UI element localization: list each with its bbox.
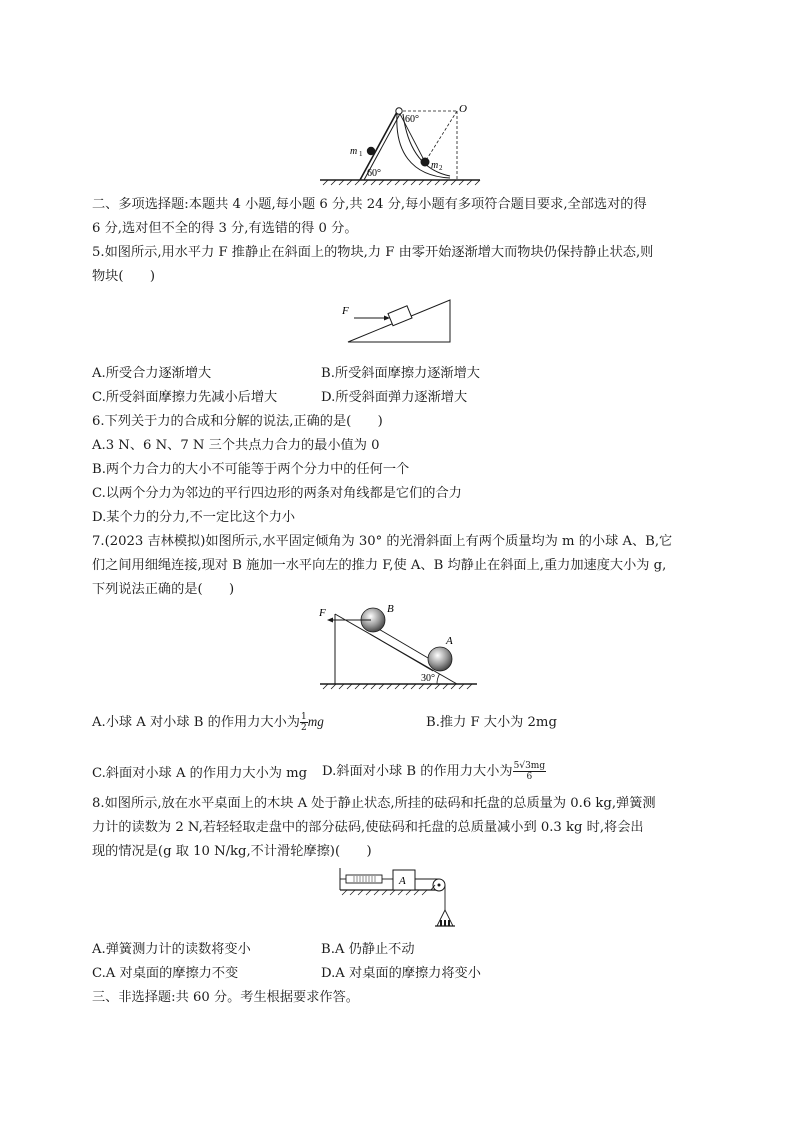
q7-option-a-tail: mg [307,714,324,729]
q5-stem-line2: 物块( ) [92,269,156,284]
q7-option-d-fraction [513,761,546,782]
section2-line1: 二、多项选择题:本题共 4 小题,每小题 6 分,共 24 分,每小题有多项符合题目要求,全部选对的得 [92,197,647,212]
label-angle-bottom: 60° [367,168,381,179]
label-m2: m [431,160,439,171]
q8-option-c[interactable]: C.A 对桌面的摩擦力不变 [92,966,239,981]
q5-fig-label-F: F [342,305,349,317]
q7-option-d[interactable] [322,761,546,782]
label-m1-sub: 1 [359,150,363,158]
q7-fig-label-F: F [319,607,326,619]
q6-option-c[interactable]: C.以两个分力为邻边的平行四边形的两条对角线都是它们的合力 [92,486,462,501]
q6-option-a[interactable]: A.3 N、6 N、7 N 三个共点力合力的最小值为 0 [92,438,380,453]
q8-stem-line2: 力计的读数为 2 N,若轻轻取走盘中的部分砝码,使砝码和托盘的总质量减小到 0.3 kg 时,将会出 [92,820,644,835]
q7-option-a-num: 1 [300,712,307,722]
mass-m1 [367,147,375,155]
q7-stem-line3: 下列说法正确的是( ) [92,582,235,597]
q7-option-a-fraction [300,712,308,733]
q8-option-b[interactable]: B.A 仍静止不动 [321,942,415,957]
figure-q4 [315,100,485,190]
label-angle-top: 60° [405,114,419,125]
figure-q7 [315,600,480,692]
q7-fig-label-B: B [387,603,394,615]
q5-stem-line1: 5.如图所示,用水平力 F 推静止在斜面上的物块,力 F 由零开始逐渐增大而物块仍保持静止状态,则 [92,245,654,260]
q5-option-a[interactable]: A.所受合力逐渐增大 [92,366,212,381]
q7-option-b[interactable]: B.推力 F 大小为 2mg [426,715,557,730]
q5-option-c[interactable]: C.所受斜面摩擦力先减小后增大 [92,390,278,405]
q7-option-d-num: 5√3mg [513,761,546,771]
q8-stem-line1: 8.如图所示,放在水平桌面上的木块 A 处于静止状态,所挂的砝码和托盘的总质量为 0.6 kg,弹簧测 [92,796,656,811]
q7-option-a-den: 2 [300,723,307,733]
q7-stem-line1: 7.(2023 吉林模拟)如图所示,水平固定倾角为 30° 的光滑斜面上有两个质量均为 m 的小球 A、B,它 [92,534,673,549]
label-m2-sub: 2 [439,164,443,172]
q7-option-a[interactable] [92,712,324,733]
mass-m2 [421,158,430,167]
ball-A [428,647,452,671]
q8-stem-line3: 现的情况是(g 取 10 N/kg,不计滑轮摩擦)( ) [92,844,372,859]
label-O: O [459,103,467,115]
q7-fig-label-A: A [446,635,453,647]
section2-line2: 6 分,选对但不全的得 3 分,有选错的得 0 分。 [92,221,358,236]
figure-q8 [336,864,456,934]
section3-heading: 三、非选择题:共 60 分。考生根据要求作答。 [92,990,359,1005]
q7-fig-label-angle: 30° [421,673,435,684]
q5-option-d[interactable]: D.所受斜面弹力逐渐增大 [321,390,468,405]
q5-option-b[interactable]: B.所受斜面摩擦力逐渐增大 [321,366,480,381]
q7-stem-line2: 们之间用细绳连接,现对 B 施加一水平向左的推力 F,使 A、B 均静止在斜面上,重力加速度大小为 g, [92,558,667,573]
q8-option-d[interactable]: D.A 对桌面的摩擦力将变小 [321,966,481,981]
q8-fig-label-A: A [399,875,406,887]
figure-q5 [340,296,460,348]
q6-option-d[interactable]: D.某个力的分力,不一定比这个力小 [92,510,296,525]
q6-option-b[interactable]: B.两个力合力的大小不可能等于两个分力中的任何一个 [92,462,410,477]
q7-option-d-text: D.斜面对小球 B 的作用力大小为 [322,764,513,779]
q6-stem: 6.下列关于力的合成和分解的说法,正确的是( ) [92,414,383,429]
q7-option-d-den: 6 [526,772,533,782]
label-m1: m [350,146,358,157]
q7-option-a-text: A.小球 A 对小球 B 的作用力大小为 [92,715,300,730]
q8-option-a[interactable]: A.弹簧测力计的读数将变小 [92,942,251,957]
q7-option-c[interactable]: C.斜面对小球 A 的作用力大小为 mg [92,766,308,781]
